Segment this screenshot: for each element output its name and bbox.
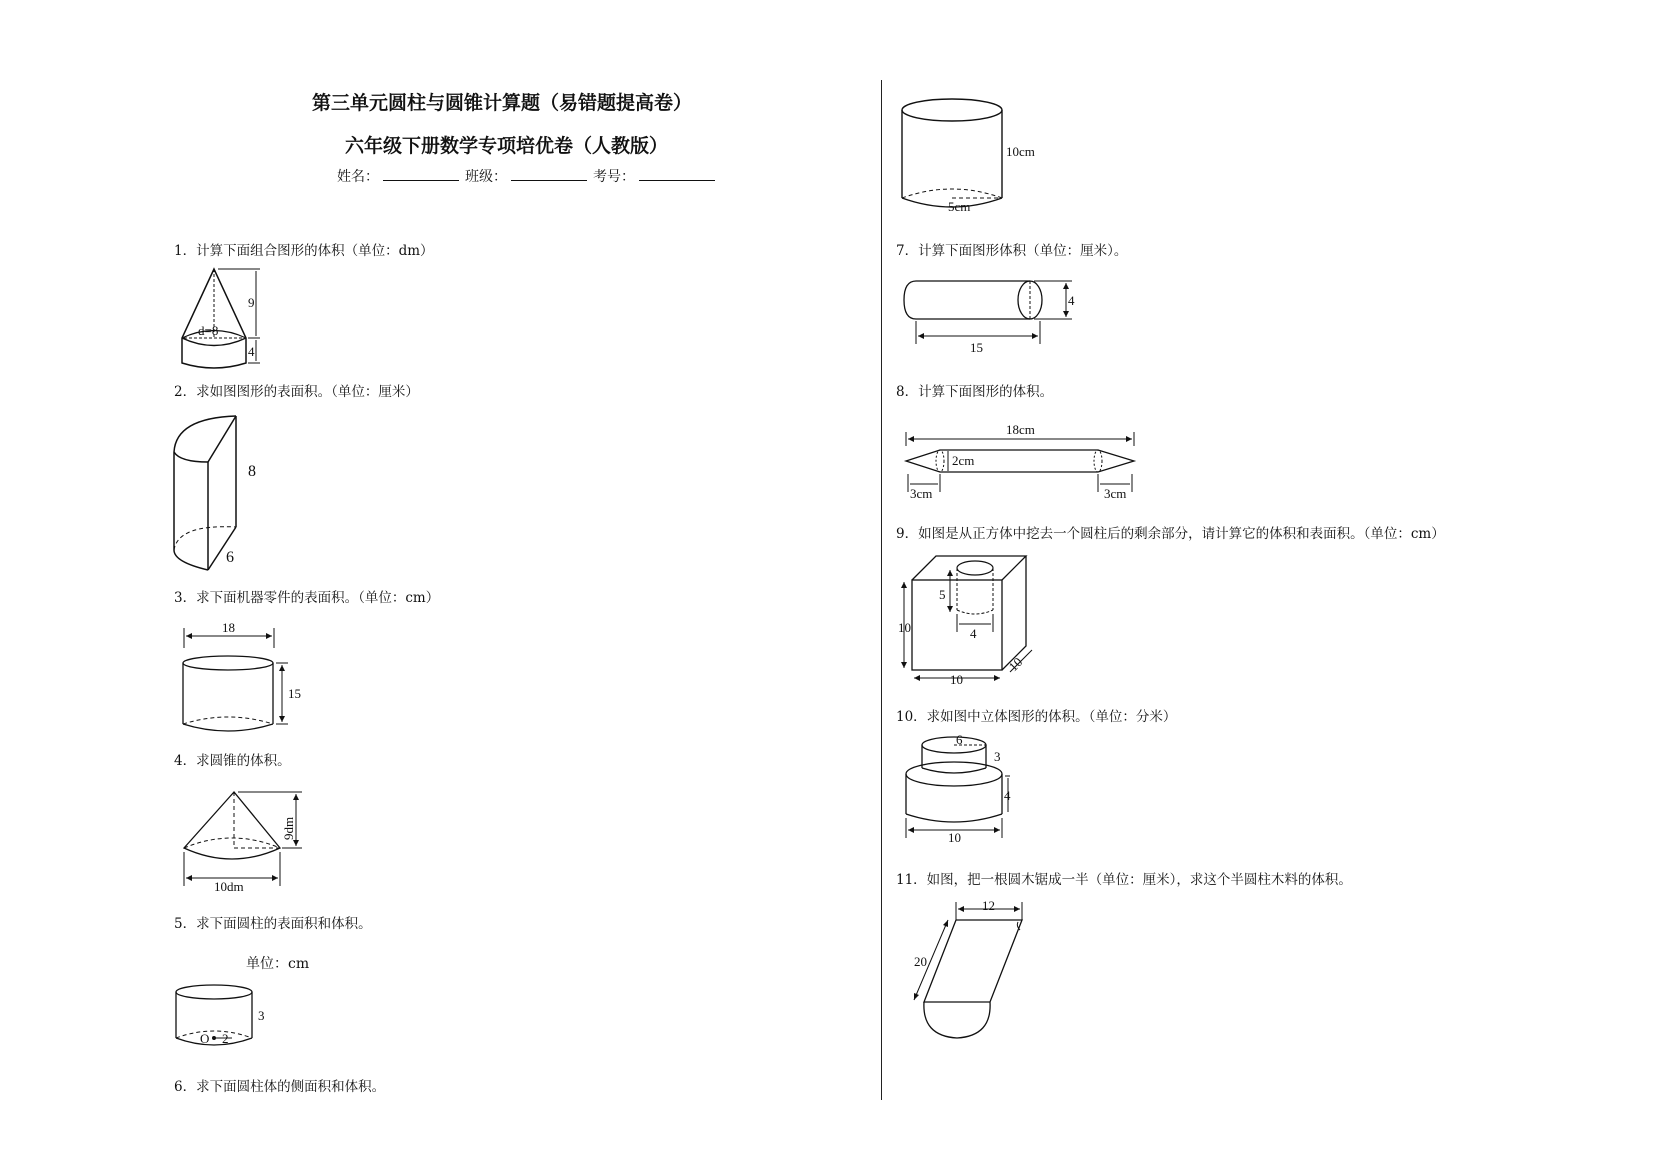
question-9-figure xyxy=(898,552,1058,692)
question-8-text: 8．计算下面图形的体积。 xyxy=(896,384,1054,400)
q5-radius-label: 2 xyxy=(222,1031,229,1046)
q1-height-cyl-label: 4 xyxy=(248,344,255,359)
q11-diameter-label: 12 xyxy=(982,898,995,913)
q10-bottom-height-label: 4 xyxy=(1004,788,1011,803)
name-label: 姓名： xyxy=(337,169,379,185)
q5-height-label: 3 xyxy=(258,1008,265,1023)
q1-diameter-label: d=8 xyxy=(198,323,219,338)
question-11-text: 11．如图，把一根圆木锯成一半（单位：厘米），求这个半圆柱木料的体积。 xyxy=(896,872,1352,888)
question-5-text: 5．求下面圆柱的表面积和体积。 xyxy=(174,916,372,932)
q11-length-label: 20 xyxy=(914,954,927,969)
question-3-text: 3．求下面机器零件的表面积。（单位：cm） xyxy=(174,590,440,606)
page-subtitle: 六年级下册数学专项培优卷（人教版） xyxy=(345,135,669,157)
question-8-figure xyxy=(902,412,1142,502)
name-field[interactable] xyxy=(383,166,459,181)
q7-diameter-label: 4 xyxy=(1068,293,1075,308)
question-1-text: 1．计算下面组合图形的体积（单位：dm） xyxy=(174,243,434,259)
question-5-figure xyxy=(174,982,294,1052)
class-field[interactable] xyxy=(511,166,587,181)
q9-hole-diameter-label: 4 xyxy=(970,626,977,641)
q6-radius-label: 5cm xyxy=(948,199,971,214)
column-divider xyxy=(881,80,882,1100)
q3-height-label: 15 xyxy=(288,686,301,701)
q1-height-cone-label: 9 xyxy=(248,295,255,310)
q8-right-cone-label: 3cm xyxy=(1104,486,1127,501)
q2-radius-label: 6 xyxy=(226,549,234,566)
question-1-figure xyxy=(178,263,278,371)
q9-cube-width-label: 10 xyxy=(950,672,963,687)
exam-number-field[interactable] xyxy=(639,166,715,181)
q2-height-label: 8 xyxy=(248,463,256,480)
question-7-figure xyxy=(900,276,1080,356)
q4-diameter-label: 10dm xyxy=(214,879,244,894)
q8-diameter-label: 2cm xyxy=(952,453,975,468)
q10-bottom-diameter-label: 10 xyxy=(948,830,961,845)
question-5-unit-note: 单位：cm xyxy=(246,956,310,972)
q3-diameter-label: 18 xyxy=(222,620,235,635)
q10-top-diameter-label: 6 xyxy=(956,732,963,747)
q10-top-height-label: 3 xyxy=(994,749,1001,764)
question-2-text: 2．求如图图形的表面积。（单位：厘米） xyxy=(174,384,419,400)
question-7-text: 7．计算下面图形体积（单位：厘米）。 xyxy=(896,243,1128,259)
question-6-text: 6．求下面圆柱体的侧面积和体积。 xyxy=(174,1079,386,1095)
question-10-text: 10．求如图中立体图形的体积。（单位：分米） xyxy=(896,709,1177,725)
exam-number-label: 考号： xyxy=(593,169,635,185)
student-info-row xyxy=(337,166,719,186)
q6-height-label: 10cm xyxy=(1006,144,1035,159)
question-4-figure xyxy=(182,786,322,896)
q8-total-length-label: 18cm xyxy=(1006,422,1035,437)
question-9-text: 9．如图是从正方体中挖去一个圆柱后的剩余部分，请计算它的体积和表面积。（单位：cm） xyxy=(896,526,1445,542)
q5-center-label: O xyxy=(200,1031,210,1046)
q8-left-cone-label: 3cm xyxy=(910,486,933,501)
q9-cube-depth-label: 10 xyxy=(1005,654,1026,675)
page-title: 第三单元圆柱与圆锥计算题（易错题提高卷） xyxy=(312,92,693,114)
question-3-figure xyxy=(178,620,318,735)
question-10-figure xyxy=(904,734,1044,844)
class-label: 班级： xyxy=(465,169,507,185)
q9-hole-depth-label: 5 xyxy=(939,587,946,602)
question-4-text: 4．求圆锥的体积。 xyxy=(174,753,291,769)
question-2-figure xyxy=(170,412,270,572)
question-11-figure xyxy=(900,900,1040,1040)
q4-height-label: 9dm xyxy=(281,816,296,840)
q7-length-label: 15 xyxy=(970,340,983,355)
q9-cube-height-label: 10 xyxy=(898,620,911,635)
question-6-figure xyxy=(900,96,1040,216)
